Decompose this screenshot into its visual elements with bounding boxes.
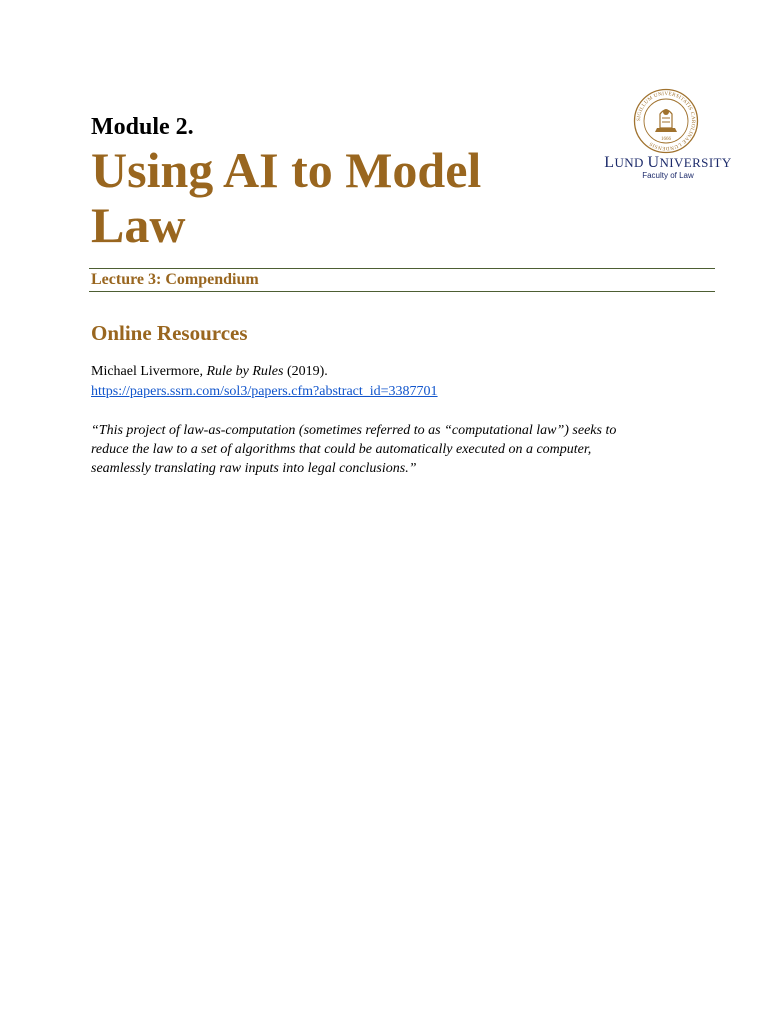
quote-line: reduce the law to a set of algorithms that could be automatically executed on a computer, <box>91 442 592 457</box>
reference-author: Michael Livermore, <box>91 364 207 379</box>
module-label: Module 2. <box>91 114 194 140</box>
lund-university-logo <box>596 88 740 184</box>
reference-link[interactable]: https://papers.ssrn.com/sol3/papers.cfm?abstract_id=3387701 <box>91 384 438 399</box>
reference-year: (2019). <box>283 364 328 379</box>
header-rule-bottom <box>89 291 715 292</box>
faculty-name: Faculty of Law <box>642 171 694 180</box>
quote-line: “This project of law-as-computation (sometimes referred to as “computational law”) seeks to <box>91 423 617 438</box>
university-name: LUND UNIVERSITY <box>604 154 732 171</box>
quote-block <box>91 421 691 478</box>
university-seal-icon <box>633 88 699 154</box>
svg-text:1666: 1666 <box>661 137 671 142</box>
header-rule-top <box>89 268 715 269</box>
page-title: Using AI to Model Law <box>91 142 482 253</box>
section-heading: Online Resources <box>91 321 248 345</box>
quote-line: seamlessly translating raw inputs into legal conclusions.” <box>91 461 417 476</box>
reference-work-title: Rule by Rules <box>206 364 284 379</box>
svg-text:SIGILLUM UNIVERSITATIS CAROLIN: SIGILLUM UNIVERSITATIS CAROLINAE LUNDENSIS <box>635 90 697 152</box>
lecture-label: Lecture 3: Compendium <box>91 271 259 288</box>
reference-citation <box>91 363 328 381</box>
